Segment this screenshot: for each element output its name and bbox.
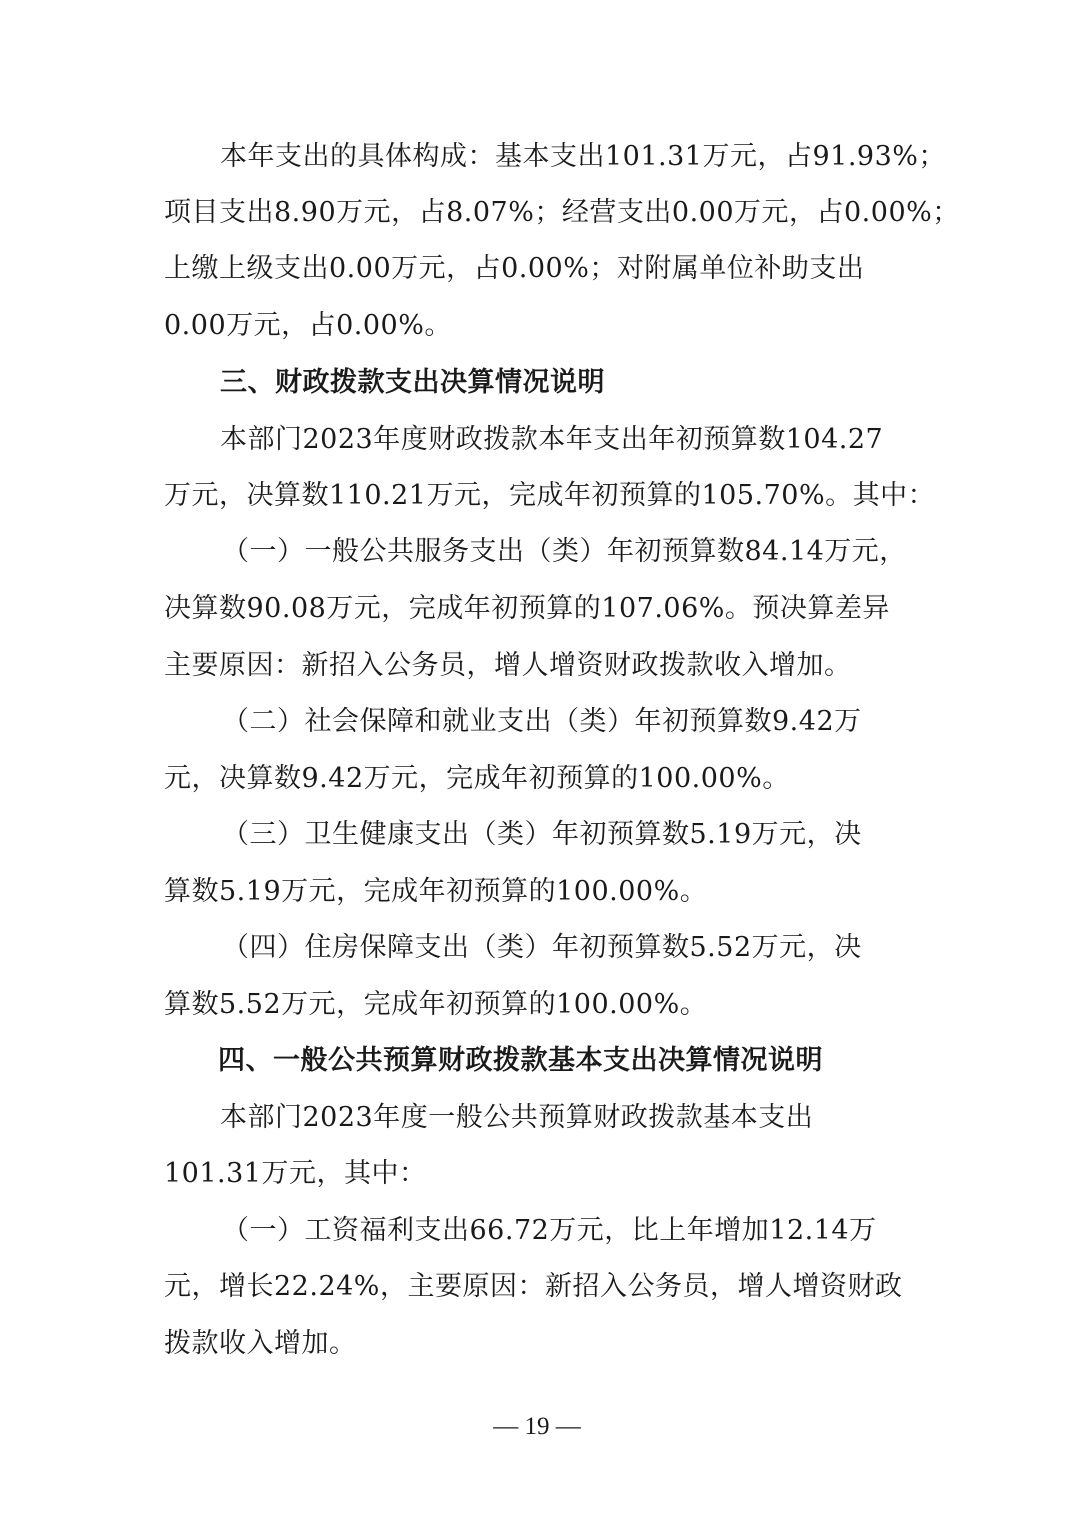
- page-number: — 19 —: [493, 1413, 581, 1440]
- paragraph-line: 本部门2023年度财政拨款本年支出年初预算数104.27: [220, 424, 884, 455]
- paragraph-line: 决算数90.08万元，完成年初预算的107.06%。预决算差异: [164, 593, 890, 624]
- paragraph-line: 算数5.52万元，完成年初预算的100.00%。: [164, 989, 708, 1020]
- paragraph-line: 算数5.19万元，完成年初预算的100.00%。: [164, 876, 708, 907]
- paragraph-line: 101.31万元，其中：: [164, 1158, 427, 1189]
- paragraph-line: （四）住房保障支出（类）年初预算数5.52万元，决: [222, 932, 862, 963]
- paragraph-line: 万元，决算数110.21万元，完成年初预算的105.70%。其中：: [164, 480, 936, 511]
- paragraph-line: 主要原因：新招入公务员，增人增资财政拨款收入增加。: [164, 650, 852, 681]
- paragraph-line: （一）工资福利支出66.72万元，比上年增加12.14万: [222, 1215, 877, 1246]
- paragraph-line: 拨款收入增加。: [164, 1328, 357, 1359]
- section-heading: 三、财政拨款支出决算情况说明: [220, 367, 605, 398]
- paragraph-line: 元，增长22.24%，主要原因：新招入公务员，增人增资财政: [164, 1271, 903, 1302]
- section-heading: 四、一般公共预算财政拨款基本支出决算情况说明: [218, 1045, 823, 1076]
- paragraph-line: 0.00万元，占0.00%。: [164, 310, 452, 341]
- paragraph-line: （一）一般公共服务支出（类）年初预算数84.14万元，: [222, 536, 907, 567]
- paragraph-line: 元，决算数9.42万元，完成年初预算的100.00%。: [164, 763, 790, 794]
- paragraph-line: 项目支出8.90万元，占8.07%；经营支出0.00万元，占0.00%；: [164, 197, 960, 228]
- paragraph-line: （二）社会保障和就业支出（类）年初预算数9.42万: [222, 706, 862, 737]
- paragraph-line: 本年支出的具体构成：基本支出101.31万元，占91.93%；: [220, 141, 946, 172]
- paragraph-line: 上缴上级支出0.00万元，占0.00%；对附属单位补助支出: [164, 253, 865, 284]
- paragraph-line: 本部门2023年度一般公共预算财政拨款基本支出: [220, 1102, 814, 1133]
- paragraph-line: （三）卫生健康支出（类）年初预算数5.19万元，决: [222, 819, 862, 850]
